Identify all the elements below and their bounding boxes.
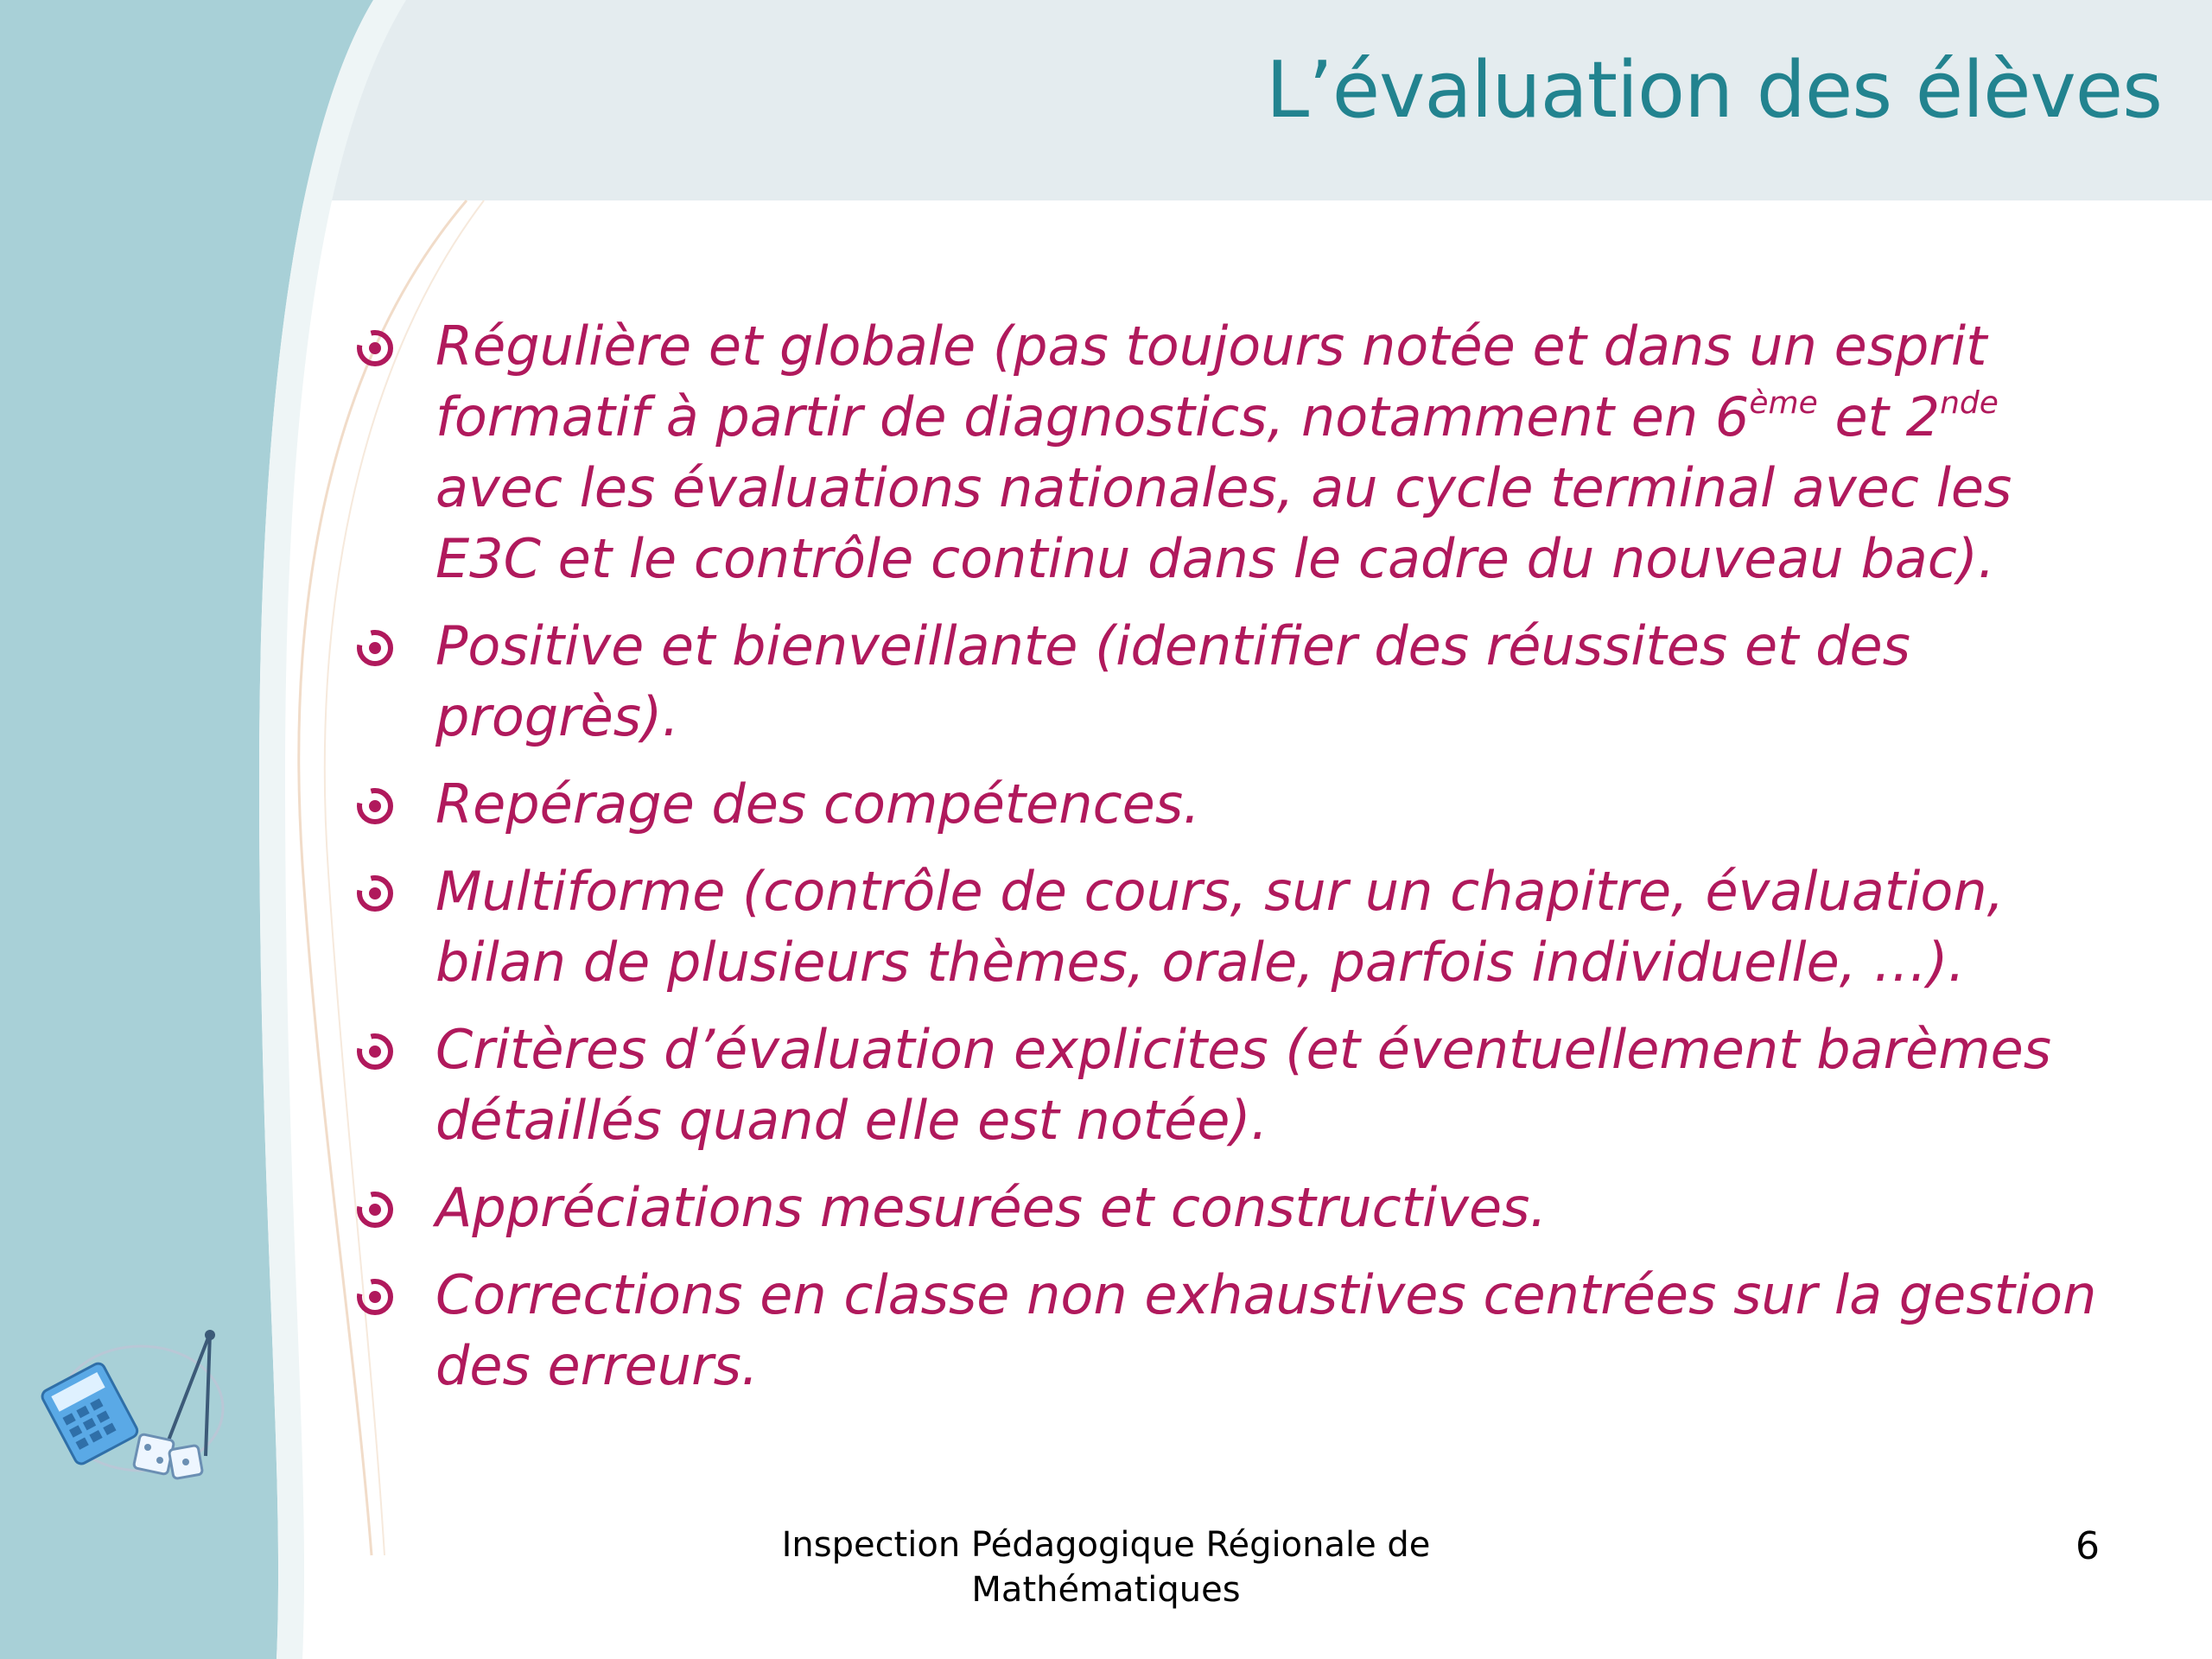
- footer-text: [760, 1522, 1452, 1612]
- footer-line: Inspection Pédagogique Régionale de: [781, 1525, 1431, 1565]
- bullet-text: Corrections en classe non exhaustives centrées sur la gestion des erreurs.: [435, 1263, 2097, 1397]
- bullet-item: [356, 1173, 2101, 1243]
- bullet-text: Multiforme (contrôle de cours, sur un chapitre, évaluation, bilan de plusieurs thèmes, orale, parfois individuelle, …).: [435, 860, 2005, 994]
- slide-title: L’évaluation des élèves: [1265, 45, 2162, 136]
- bullet-list: [356, 311, 2101, 1418]
- page-number: 6: [2075, 1524, 2100, 1568]
- spiral-bullet-icon: [356, 1278, 394, 1316]
- bullet-item: [356, 856, 2101, 998]
- bullet-text: Régulière et globale (pas toujours notée et dans un esprit formatif à partir de diagnostics, notamment en 6ème et 2nde avec les évaluations nationales, au cycle terminal avec les E3C et le contrôle continu dans le cadre du nouveau bac).: [435, 315, 2012, 590]
- footer-line: Mathématiques: [971, 1570, 1241, 1610]
- bullet-text: Critères d’évaluation explicites (et éventuellement barèmes détaillés quand elle est notée).: [435, 1018, 2052, 1152]
- spiral-bullet-icon: [356, 787, 394, 825]
- bullet-item: [356, 1260, 2101, 1402]
- spiral-bullet-icon: [356, 874, 394, 912]
- math-tools-clipart-icon: [33, 1326, 232, 1491]
- bullet-text: Positive et bienveillante (identifier des réussites et des progrès).: [435, 614, 1910, 748]
- spiral-bullet-icon: [356, 629, 394, 667]
- bullet-item: [356, 1014, 2101, 1156]
- bullet-text: Repérage des compétences.: [435, 772, 1200, 836]
- bullet-item: [356, 769, 2101, 840]
- bullet-text: Appréciations mesurées et constructives.: [435, 1176, 1548, 1239]
- spiral-bullet-icon: [356, 1033, 394, 1071]
- spiral-bullet-icon: [356, 329, 394, 367]
- bullet-item: [356, 611, 2101, 753]
- bullet-item: [356, 311, 2101, 594]
- spiral-bullet-icon: [356, 1191, 394, 1229]
